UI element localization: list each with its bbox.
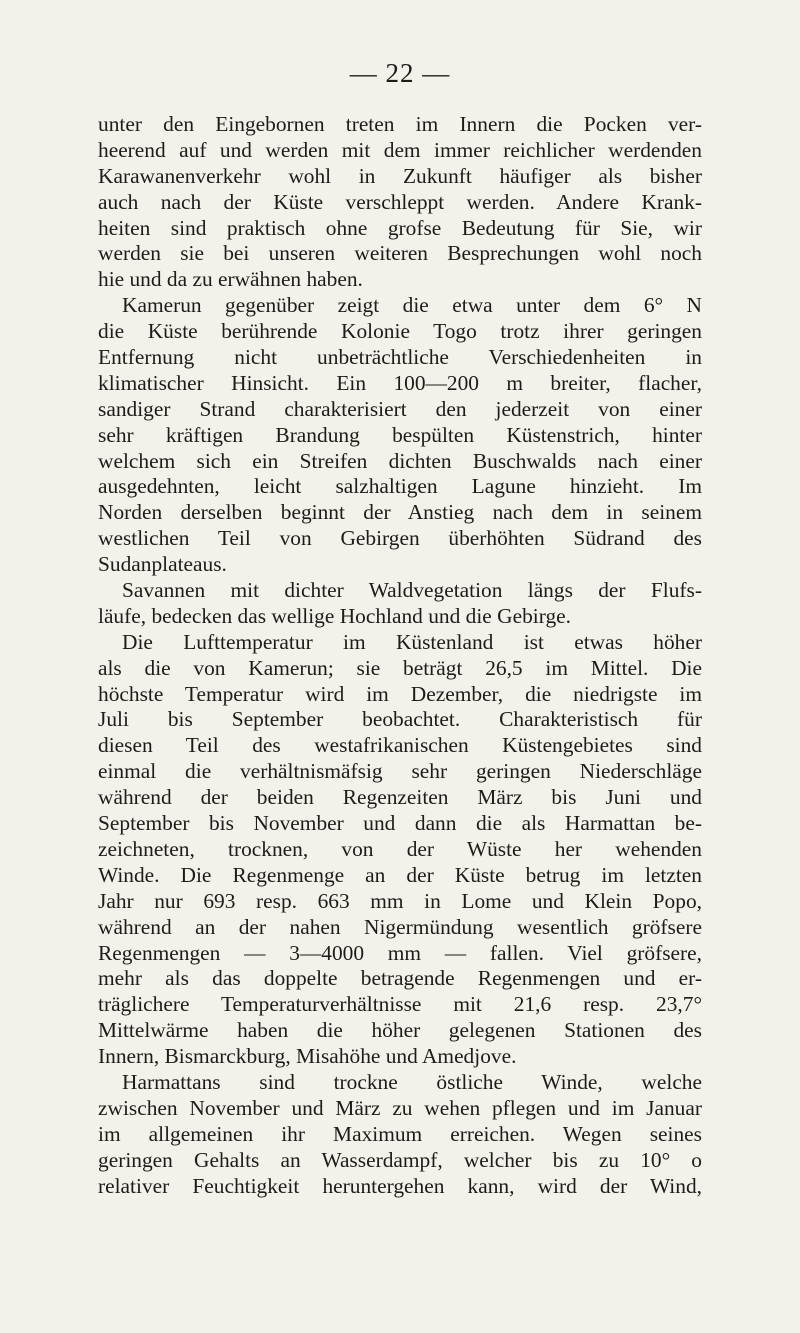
text-line: läufe, bedecken das wellige Hochland und die Gebirge. [98,603,571,628]
text-line: auch nach der Küste verschleppt werden. Andere Krank- [98,189,702,214]
text-line: werden sie bei unseren weiteren Besprechungen wohl noch [98,241,702,266]
text-line: welchem sich ein Streifen dichten Buschwalds nach einer [98,448,702,473]
text-line: Winde. Die Regenmenge an der Küste betrug im letzten [98,862,702,887]
page-number: — 22 — [349,58,451,88]
text-line: Harmattans sind trockne östliche Winde, welche [122,1069,702,1094]
text-line: träglichere Temperaturverhältnisse mit 21,6 resp. 23,7° [98,992,702,1017]
text-line: mehr als das doppelte betragende Regenmengen und er- [98,966,702,991]
text-line: Karawanenverkehr wohl in Zukunft häufiger als bisher [98,163,702,188]
text-line: hie und da zu erwähnen haben. [98,267,363,292]
text-line: relativer Feuchtigkeit heruntergehen kann, wird der Wind, [98,1173,702,1198]
text-line: sehr kräftigen Brandung bespülten Küstenstrich, hinter [98,422,702,447]
text-line: Kamerun gegenüber zeigt die etwa unter dem 6° N [122,293,702,318]
text-line: einmal die verhältnismäfsig sehr geringen Niederschläge [98,759,702,784]
text-line: unter den Eingebornen treten im Innern die Pocken ver- [98,112,702,136]
text-line: Juli bis September beobachtet. Charakteristisch für [98,707,702,732]
text-line: Jahr nur 693 resp. 663 mm in Lome und Klein Popo, [98,888,702,913]
text-line: Mittelwärme haben die höher gelegenen Stationen des [98,1018,702,1043]
text-line: Innern, Bismarckburg, Misahöhe und Amedjove. [98,1044,517,1069]
text-line: September bis November und dann die als Harmattan be- [98,811,702,836]
text-line: Norden derselben beginnt der Anstieg nach dem in seinem [98,500,702,525]
text-line: heiten sind praktisch ohne grofse Bedeutung für Sie, wir [98,215,702,240]
text-line: Sudanplateaus. [98,552,227,577]
text-line: zeichneten, trocknen, von der Wüste her wehenden [98,836,702,861]
text-line: zwischen November und März zu wehen pflegen und im Januar [98,1095,702,1120]
text-line: westlichen Teil von Gebirgen überhöhten Südrand des [98,526,702,551]
paragraph-savannen [98,578,702,630]
text-line: geringen Gehalts an Wasserdampf, welcher bis zu 10° o [98,1147,702,1172]
text-line: Entfernung nicht unbeträchtliche Verschiedenheiten in [98,345,702,370]
text-line: Regenmengen — 3—4000 mm — fallen. Viel gröfsere, [98,940,702,965]
paragraph-lufttemperatur [98,630,702,1070]
paragraph-pocken [98,112,702,293]
text-line: die Küste berührende Kolonie Togo trotz ihrer geringen [98,319,702,344]
text-line: sandiger Strand charakterisiert den jederzeit von einer [98,396,702,421]
text-line: als die von Kamerun; sie beträgt 26,5 im Mittel. Die [98,655,702,680]
body-text [98,112,702,1199]
text-line: ausgedehnten, leicht salzhaltigen Lagune hinzieht. Im [98,474,702,499]
text-line: Savannen mit dichter Waldvegetation längs der Flufs- [122,578,702,603]
paragraph-togo [98,293,702,578]
text-line: Die Lufttemperatur im Küstenland ist etwas höher [122,629,702,654]
text-line: heerend auf und werden mit dem immer reichlicher werdenden [98,137,702,162]
text-line: höchste Temperatur wird im Dezember, die niedrigste im [98,681,702,706]
paragraph-harmattans [98,1070,702,1199]
text-line: im allgemeinen ihr Maximum erreichen. Wegen seines [98,1121,702,1146]
text-line: klimatischer Hinsicht. Ein 100—200 m breiter, flacher, [98,370,702,395]
text-line: während an der nahen Nigermündung wesentlich gröfsere [98,914,702,939]
text-line: diesen Teil des westafrikanischen Küstengebietes sind [98,733,702,758]
text-line: während der beiden Regenzeiten März bis Juni und [98,785,702,810]
